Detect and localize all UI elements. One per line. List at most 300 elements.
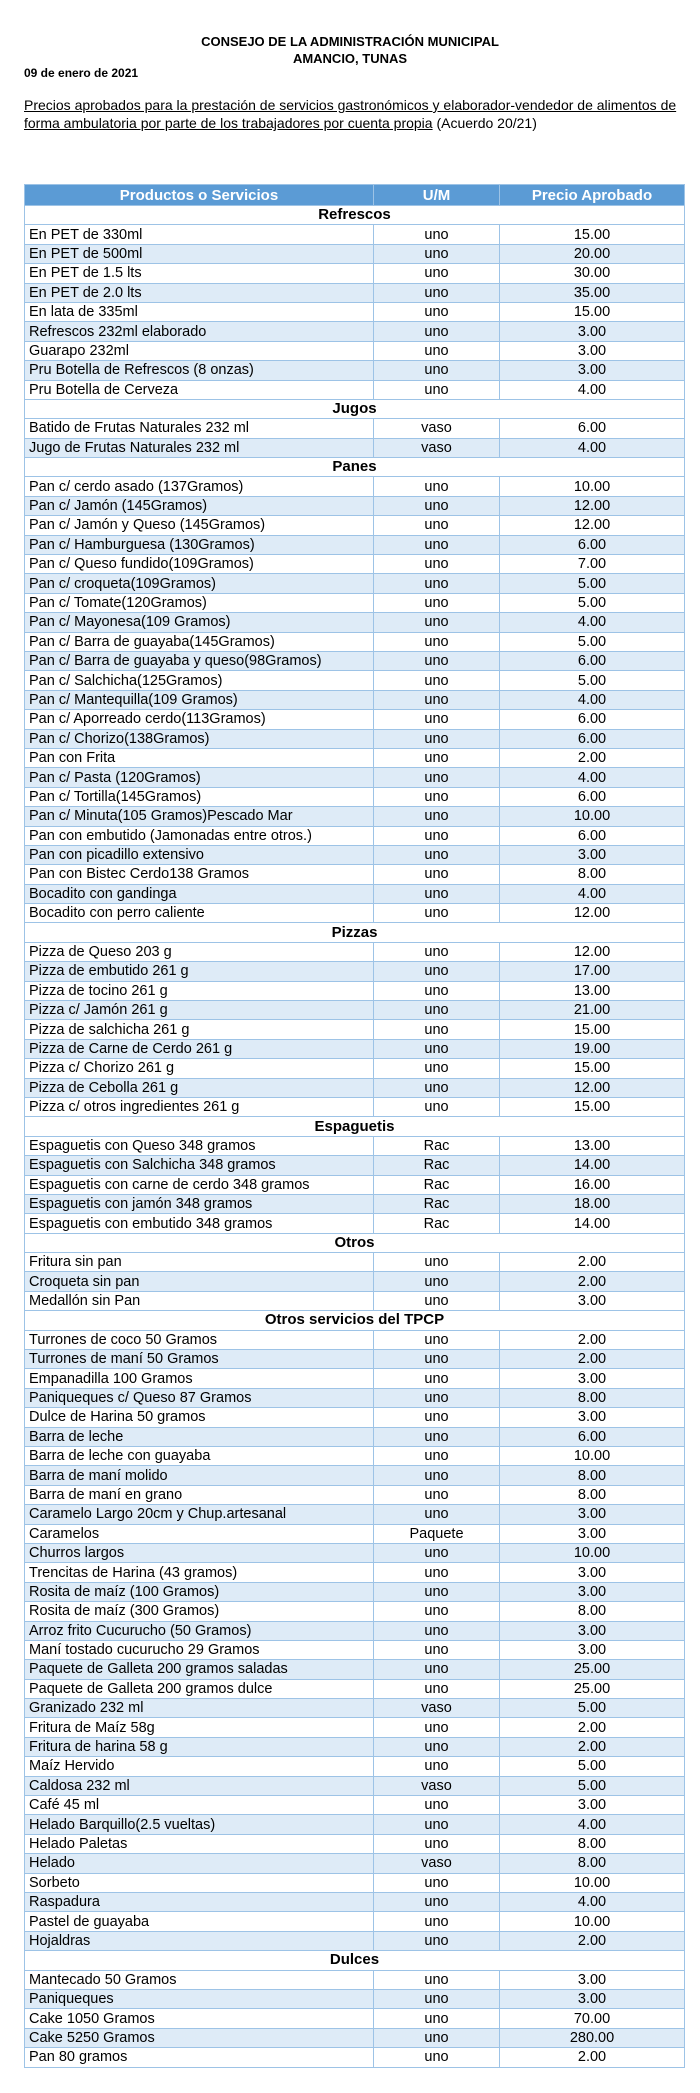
table-row <box>25 1776 685 1795</box>
product-name-cell: Maní tostado cucurucho 29 Gramos <box>25 1640 374 1659</box>
price-cell: 4.00 <box>500 884 685 903</box>
price-cell: 4.00 <box>500 438 685 457</box>
product-name-cell: Espaguetis con carne de cerdo 348 gramos <box>25 1175 374 1194</box>
unit-cell: uno <box>374 1873 500 1892</box>
price-cell: 10.00 <box>500 1873 685 1892</box>
unit-cell: uno <box>374 613 500 632</box>
unit-cell: uno <box>374 574 500 593</box>
product-name-cell: Espaguetis con Salchicha 348 gramos <box>25 1156 374 1175</box>
price-cell: 15.00 <box>500 1020 685 1039</box>
category-title: Panes <box>25 458 685 477</box>
price-cell: 12.00 <box>500 942 685 961</box>
unit-cell: uno <box>374 1466 500 1485</box>
price-cell: 14.00 <box>500 1214 685 1233</box>
category-title: Pizzas <box>25 923 685 942</box>
price-cell: 5.00 <box>500 671 685 690</box>
unit-cell: uno <box>374 690 500 709</box>
document-date: 09 de enero de 2021 <box>24 66 139 80</box>
table-row <box>25 1699 685 1718</box>
price-cell: 2.00 <box>500 1330 685 1349</box>
unit-cell: uno <box>374 1640 500 1659</box>
product-name-cell: Bocadito con perro caliente <box>25 904 374 923</box>
table-row <box>25 1253 685 1272</box>
product-name-cell: Pizza de Queso 203 g <box>25 942 374 961</box>
unit-cell: vaso <box>374 419 500 438</box>
price-cell: 5.00 <box>500 574 685 593</box>
table-row <box>25 1078 685 1097</box>
table-row <box>25 1156 685 1175</box>
unit-cell: uno <box>374 1078 500 1097</box>
table-row <box>25 1059 685 1078</box>
product-name-cell: Pan c/ Hamburguesa (130Gramos) <box>25 535 374 554</box>
table-row <box>25 302 685 321</box>
table-row <box>25 1330 685 1349</box>
table-row <box>25 942 685 961</box>
table-row <box>25 613 685 632</box>
unit-cell: uno <box>374 1892 500 1911</box>
price-cell: 6.00 <box>500 787 685 806</box>
product-name-cell: Pan c/ Jamón (145Gramos) <box>25 496 374 515</box>
table-row <box>25 1272 685 1291</box>
table-row <box>25 1194 685 1213</box>
table-row <box>25 1834 685 1853</box>
column-header-unit: U/M <box>374 185 500 206</box>
unit-cell: uno <box>374 651 500 670</box>
price-cell: 21.00 <box>500 1001 685 1020</box>
price-cell: 12.00 <box>500 516 685 535</box>
price-cell: 3.00 <box>500 1621 685 1640</box>
product-name-cell: Pan con picadillo extensivo <box>25 845 374 864</box>
table-row <box>25 729 685 748</box>
price-cell: 15.00 <box>500 1097 685 1116</box>
product-name-cell: Arroz frito Cucurucho (50 Gramos) <box>25 1621 374 1640</box>
table-row <box>25 2009 685 2028</box>
unit-cell: uno <box>374 1543 500 1562</box>
product-name-cell: Espaguetis con embutido 348 gramos <box>25 1214 374 1233</box>
unit-cell: uno <box>374 1291 500 1310</box>
unit-cell: uno <box>374 593 500 612</box>
product-name-cell: Barra de maní en grano <box>25 1485 374 1504</box>
price-cell: 10.00 <box>500 1447 685 1466</box>
price-cell: 3.00 <box>500 341 685 360</box>
price-cell: 5.00 <box>500 632 685 651</box>
price-cell: 3.00 <box>500 1563 685 1582</box>
unit-cell: uno <box>374 1834 500 1853</box>
unit-cell: Rac <box>374 1156 500 1175</box>
column-header-product: Productos o Servicios <box>25 185 374 206</box>
product-name-cell: Pan c/ Pasta (120Gramos) <box>25 768 374 787</box>
product-name-cell: Paniqueques c/ Queso 87 Gramos <box>25 1388 374 1407</box>
product-name-cell: Pru Botella de Cerveza <box>25 380 374 399</box>
price-cell: 14.00 <box>500 1156 685 1175</box>
product-name-cell: Pan c/ Chorizo(138Gramos) <box>25 729 374 748</box>
table-row <box>25 1660 685 1679</box>
product-name-cell: Pan c/ croqueta(109Gramos) <box>25 574 374 593</box>
price-cell: 3.00 <box>500 1291 685 1310</box>
unit-cell: uno <box>374 807 500 826</box>
product-name-cell: Pizza de tocino 261 g <box>25 981 374 1000</box>
unit-cell: uno <box>374 496 500 515</box>
unit-cell: uno <box>374 748 500 767</box>
table-row <box>25 1039 685 1058</box>
unit-cell: vaso <box>374 1854 500 1873</box>
price-cell: 15.00 <box>500 225 685 244</box>
product-name-cell: Medallón sin Pan <box>25 1291 374 1310</box>
table-row <box>25 1097 685 1116</box>
table-row <box>25 884 685 903</box>
product-name-cell: Pan c/ cerdo asado (137Gramos) <box>25 477 374 496</box>
price-cell: 17.00 <box>500 962 685 981</box>
product-name-cell: En lata de 335ml <box>25 302 374 321</box>
unit-cell: uno <box>374 845 500 864</box>
unit-cell: uno <box>374 1737 500 1756</box>
unit-cell: uno <box>374 1485 500 1504</box>
table-row <box>25 1505 685 1524</box>
product-name-cell: Caldosa 232 ml <box>25 1776 374 1795</box>
unit-cell: uno <box>374 1718 500 1737</box>
table-row <box>25 1679 685 1698</box>
unit-cell: uno <box>374 1097 500 1116</box>
price-cell: 8.00 <box>500 865 685 884</box>
product-name-cell: Fritura de harina 58 g <box>25 1737 374 1756</box>
unit-cell: uno <box>374 1563 500 1582</box>
price-cell: 6.00 <box>500 419 685 438</box>
table-row <box>25 671 685 690</box>
unit-cell: uno <box>374 710 500 729</box>
table-row <box>25 1989 685 2008</box>
unit-cell: uno <box>374 2048 500 2067</box>
price-cell: 12.00 <box>500 496 685 515</box>
table-row <box>25 496 685 515</box>
price-cell: 6.00 <box>500 651 685 670</box>
table-row <box>25 1602 685 1621</box>
category-title: Otros <box>25 1233 685 1252</box>
unit-cell: uno <box>374 632 500 651</box>
table-row <box>25 1388 685 1407</box>
price-cell: 10.00 <box>500 1912 685 1931</box>
table-row <box>25 477 685 496</box>
price-cell: 8.00 <box>500 1485 685 1504</box>
column-header-price: Precio Aprobado <box>500 185 685 206</box>
unit-cell: uno <box>374 981 500 1000</box>
product-name-cell: Pan c/ Mayonesa(109 Gramos) <box>25 613 374 632</box>
product-name-cell: Helado Paletas <box>25 1834 374 1853</box>
price-cell: 18.00 <box>500 1194 685 1213</box>
table-row <box>25 322 685 341</box>
price-cell: 2.00 <box>500 1737 685 1756</box>
table-row <box>25 690 685 709</box>
unit-cell: uno <box>374 962 500 981</box>
product-name-cell: Helado Barquillo(2.5 vueltas) <box>25 1815 374 1834</box>
price-cell: 6.00 <box>500 826 685 845</box>
organization-name: CONSEJO DE LA ADMINISTRACIÓN MUNICIPAL <box>201 34 499 49</box>
table-row <box>25 1892 685 1911</box>
price-cell: 2.00 <box>500 748 685 767</box>
product-name-cell: Empanadilla 100 Gramos <box>25 1369 374 1388</box>
table-row <box>25 341 685 360</box>
unit-cell: uno <box>374 1330 500 1349</box>
table-row <box>25 555 685 574</box>
price-cell: 3.00 <box>500 1524 685 1543</box>
table-row <box>25 1621 685 1640</box>
unit-cell: Rac <box>374 1136 500 1155</box>
category-title: Espaguetis <box>25 1117 685 1136</box>
table-row <box>25 807 685 826</box>
table-row <box>25 283 685 302</box>
product-name-cell: Trencitas de Harina (43 gramos) <box>25 1563 374 1582</box>
table-row <box>25 1757 685 1776</box>
product-name-cell: Café 45 ml <box>25 1796 374 1815</box>
table-row <box>25 1369 685 1388</box>
table-row <box>25 632 685 651</box>
price-cell: 2.00 <box>500 1718 685 1737</box>
product-name-cell: Cake 5250 Gramos <box>25 2028 374 2047</box>
unit-cell: uno <box>374 1272 500 1291</box>
price-cell: 8.00 <box>500 1854 685 1873</box>
unit-cell: vaso <box>374 438 500 457</box>
table-row <box>25 1291 685 1310</box>
price-cell: 16.00 <box>500 1175 685 1194</box>
product-name-cell: Pan c/ Barra de guayaba y queso(98Gramos) <box>25 651 374 670</box>
product-name-cell: En PET de 1.5 lts <box>25 264 374 283</box>
product-name-cell: Pan c/ Tomate(120Gramos) <box>25 593 374 612</box>
table-row <box>25 1815 685 1834</box>
unit-cell: vaso <box>374 1699 500 1718</box>
unit-cell: Rac <box>374 1214 500 1233</box>
product-name-cell: Espaguetis con Queso 348 gramos <box>25 1136 374 1155</box>
price-cell: 6.00 <box>500 535 685 554</box>
unit-cell: uno <box>374 225 500 244</box>
table-row <box>25 225 685 244</box>
product-name-cell: Caramelo Largo 20cm y Chup.artesanal <box>25 1505 374 1524</box>
unit-cell: uno <box>374 1602 500 1621</box>
product-name-cell: Raspadura <box>25 1892 374 1911</box>
unit-cell: uno <box>374 1912 500 1931</box>
category-row <box>25 458 685 477</box>
table-row <box>25 1175 685 1194</box>
table-row <box>25 787 685 806</box>
table-row <box>25 1543 685 1562</box>
product-name-cell: Pan c/ Queso fundido(109Gramos) <box>25 555 374 574</box>
product-name-cell: Pizza c/ Chorizo 261 g <box>25 1059 374 1078</box>
table-row <box>25 710 685 729</box>
unit-cell: uno <box>374 826 500 845</box>
table-row <box>25 1136 685 1155</box>
price-cell: 10.00 <box>500 477 685 496</box>
table-row <box>25 1350 685 1369</box>
price-cell: 4.00 <box>500 380 685 399</box>
table-row <box>25 264 685 283</box>
unit-cell: uno <box>374 283 500 302</box>
category-row <box>25 1117 685 1136</box>
category-row <box>25 399 685 418</box>
unit-cell: uno <box>374 1001 500 1020</box>
price-cell: 4.00 <box>500 1815 685 1834</box>
product-name-cell: Batido de Frutas Naturales 232 ml <box>25 419 374 438</box>
product-name-cell: Bocadito con gandinga <box>25 884 374 903</box>
price-cell: 6.00 <box>500 1427 685 1446</box>
price-cell: 3.00 <box>500 1505 685 1524</box>
table-row <box>25 1737 685 1756</box>
table-row <box>25 1718 685 1737</box>
price-cell: 3.00 <box>500 1408 685 1427</box>
product-name-cell: Pan c/ Jamón y Queso (145Gramos) <box>25 516 374 535</box>
price-cell: 6.00 <box>500 729 685 748</box>
unit-cell: uno <box>374 1582 500 1601</box>
table-row <box>25 981 685 1000</box>
product-name-cell: Barra de leche <box>25 1427 374 1446</box>
product-name-cell: Turrones de coco 50 Gramos <box>25 1330 374 1349</box>
unit-cell: uno <box>374 1970 500 1989</box>
unit-cell: uno <box>374 477 500 496</box>
price-cell: 13.00 <box>500 1136 685 1155</box>
product-name-cell: En PET de 2.0 lts <box>25 283 374 302</box>
table-row <box>25 1854 685 1873</box>
product-name-cell: Espaguetis con jamón 348 gramos <box>25 1194 374 1213</box>
table-row <box>25 865 685 884</box>
unit-cell: uno <box>374 1039 500 1058</box>
unit-cell: uno <box>374 904 500 923</box>
table-row <box>25 1466 685 1485</box>
price-cell: 3.00 <box>500 1989 685 2008</box>
table-row <box>25 574 685 593</box>
price-cell: 3.00 <box>500 845 685 864</box>
unit-cell: uno <box>374 1989 500 2008</box>
table-row <box>25 1582 685 1601</box>
unit-cell: uno <box>374 264 500 283</box>
price-cell: 280.00 <box>500 2028 685 2047</box>
price-cell: 8.00 <box>500 1602 685 1621</box>
unit-cell: uno <box>374 244 500 263</box>
price-cell: 10.00 <box>500 807 685 826</box>
unit-cell: uno <box>374 1388 500 1407</box>
unit-cell: uno <box>374 1621 500 1640</box>
table-row <box>25 1001 685 1020</box>
table-row <box>25 2028 685 2047</box>
unit-cell: uno <box>374 884 500 903</box>
table-row <box>25 593 685 612</box>
unit-cell: uno <box>374 1660 500 1679</box>
price-cell: 5.00 <box>500 593 685 612</box>
price-cell: 3.00 <box>500 1970 685 1989</box>
intro-underlined-text: Precios aprobados para la prestación de servicios gastronómicos y elaborador-vendedor de alimentos de forma ambulatoria por parte de los trabajadores por cuenta propia <box>24 97 677 131</box>
price-table-body <box>25 206 685 2068</box>
price-cell: 2.00 <box>500 1931 685 1950</box>
unit-cell: uno <box>374 1350 500 1369</box>
price-cell: 6.00 <box>500 710 685 729</box>
unit-cell: Paquete <box>374 1524 500 1543</box>
price-cell: 4.00 <box>500 690 685 709</box>
table-row <box>25 826 685 845</box>
unit-cell: Rac <box>374 1194 500 1213</box>
price-cell: 5.00 <box>500 1776 685 1795</box>
product-name-cell: Pizza de salchicha 261 g <box>25 1020 374 1039</box>
price-cell: 5.00 <box>500 1699 685 1718</box>
table-row <box>25 1214 685 1233</box>
table-row <box>25 1427 685 1446</box>
unit-cell: uno <box>374 1796 500 1815</box>
table-row <box>25 438 685 457</box>
product-name-cell: Maíz Hervido <box>25 1757 374 1776</box>
price-cell: 3.00 <box>500 1796 685 1815</box>
price-cell: 12.00 <box>500 904 685 923</box>
unit-cell: uno <box>374 2028 500 2047</box>
product-name-cell: Rosita de maíz (100 Gramos) <box>25 1582 374 1601</box>
product-name-cell: Pan c/ Aporreado cerdo(113Gramos) <box>25 710 374 729</box>
table-row <box>25 1563 685 1582</box>
table-row <box>25 768 685 787</box>
product-name-cell: Pizza de Cebolla 261 g <box>25 1078 374 1097</box>
product-name-cell: En PET de 330ml <box>25 225 374 244</box>
table-row <box>25 1912 685 1931</box>
table-row <box>25 2048 685 2067</box>
product-name-cell: Granizado 232 ml <box>25 1699 374 1718</box>
unit-cell: uno <box>374 1447 500 1466</box>
price-cell: 4.00 <box>500 613 685 632</box>
product-name-cell: Pan c/ Barra de guayaba(145Gramos) <box>25 632 374 651</box>
price-cell: 15.00 <box>500 1059 685 1078</box>
price-cell: 3.00 <box>500 1369 685 1388</box>
unit-cell: uno <box>374 516 500 535</box>
table-row <box>25 748 685 767</box>
table-row <box>25 419 685 438</box>
price-cell: 8.00 <box>500 1388 685 1407</box>
product-name-cell: Dulce de Harina 50 gramos <box>25 1408 374 1427</box>
product-name-cell: Fritura sin pan <box>25 1253 374 1272</box>
table-row <box>25 1485 685 1504</box>
product-name-cell: Barra de maní molido <box>25 1466 374 1485</box>
product-name-cell: Sorbeto <box>25 1873 374 1892</box>
price-cell: 70.00 <box>500 2009 685 2028</box>
product-name-cell: Pizza c/ otros ingredientes 261 g <box>25 1097 374 1116</box>
unit-cell: uno <box>374 361 500 380</box>
product-name-cell: Pan c/ Minuta(105 Gramos)Pescado Mar <box>25 807 374 826</box>
table-row <box>25 1408 685 1427</box>
product-name-cell: Rosita de maíz (300 Gramos) <box>25 1602 374 1621</box>
table-row <box>25 1524 685 1543</box>
category-title: Jugos <box>25 399 685 418</box>
price-table <box>24 184 685 2068</box>
unit-cell: uno <box>374 942 500 961</box>
product-name-cell: Turrones de maní 50 Gramos <box>25 1350 374 1369</box>
price-cell: 3.00 <box>500 361 685 380</box>
price-cell: 7.00 <box>500 555 685 574</box>
product-name-cell: Paniqueques <box>25 1989 374 2008</box>
product-name-cell: Fritura de Maíz 58g <box>25 1718 374 1737</box>
product-name-cell: Pan c/ Salchicha(125Gramos) <box>25 671 374 690</box>
category-row <box>25 1951 685 1970</box>
unit-cell: vaso <box>374 1776 500 1795</box>
table-row <box>25 1447 685 1466</box>
unit-cell: uno <box>374 380 500 399</box>
product-name-cell: Pan c/ Mantequilla(109 Gramos) <box>25 690 374 709</box>
price-cell: 3.00 <box>500 1640 685 1659</box>
table-row <box>25 651 685 670</box>
product-name-cell: Paquete de Galleta 200 gramos saladas <box>25 1660 374 1679</box>
unit-cell: uno <box>374 768 500 787</box>
table-row <box>25 380 685 399</box>
price-cell: 13.00 <box>500 981 685 1000</box>
table-row <box>25 535 685 554</box>
unit-cell: uno <box>374 555 500 574</box>
product-name-cell: Pastel de guayaba <box>25 1912 374 1931</box>
unit-cell: uno <box>374 341 500 360</box>
price-cell: 2.00 <box>500 1350 685 1369</box>
unit-cell: uno <box>374 535 500 554</box>
unit-cell: uno <box>374 729 500 748</box>
product-name-cell: En PET de 500ml <box>25 244 374 263</box>
price-cell: 30.00 <box>500 264 685 283</box>
